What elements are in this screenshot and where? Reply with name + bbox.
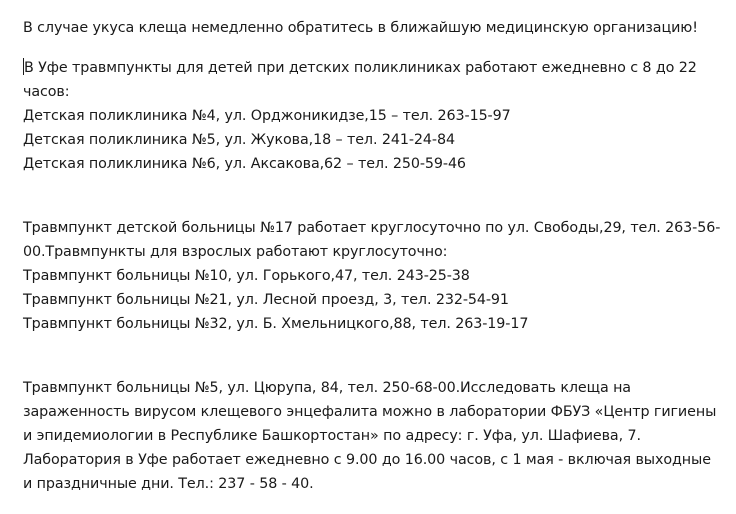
children-trauma-heading-text: В Уфе травмпункты для детей при детских поликлиниках работают ежедневно с 8 до 22 часов: — [23, 60, 697, 100]
hospital-item: Травмпункт больницы №10, ул. Горького,47, тел. 243-25-38 — [23, 268, 470, 284]
clinic-item: Детская поликлиника №6, ул. Аксакова,62 – тел. 250-59-46 — [23, 156, 466, 172]
children-trauma-section — [23, 56, 723, 176]
adult-trauma-section — [23, 216, 723, 336]
children-trauma-heading[interactable] — [23, 56, 723, 104]
hospital-item: Травмпункт больницы №21, ул. Лесной проезд, 3, тел. 232-54-91 — [23, 292, 509, 308]
lab-section — [23, 376, 723, 496]
hospital-item: Травмпункт больницы №32, ул. Б. Хмельницкого,88, тел. 263-19-17 — [23, 316, 529, 332]
clinic-item: Детская поликлиника №4, ул. Орджоникидзе,15 – тел. 263-15-97 — [23, 108, 511, 124]
clinic-item: Детская поликлиника №5, ул. Жукова,18 – тел. 241-24-84 — [23, 132, 455, 148]
lab-info-paragraph: Травмпункт больницы №5, ул. Цюрупа, 84, тел. 250-68-00.Исследовать клеща на зараженность вирусом клещевого энцефалита можно в лаборатории ФБУЗ «Центр гигиены и эпидемиологии в Республике Башкортостан» по адресу: г. Уфа, ул. Шафиева, 7. Лаборатория в Уфе работает ежедневно с 9.00 до 16.00 часов, с 1 мая - включая выходные и праздничные дни. Тел.: 237 - 58 - 40. — [23, 380, 717, 492]
intro-warning: В случае укуса клеща немедленно обратитесь в ближайшую медицинскую организацию! — [23, 20, 698, 36]
adult-trauma-heading: Травмпункт детской больницы №17 работает круглосуточно по ул. Свободы,29, тел. 263-56-00.Травмпункты для взрослых работают круглосуточно: — [23, 220, 721, 260]
